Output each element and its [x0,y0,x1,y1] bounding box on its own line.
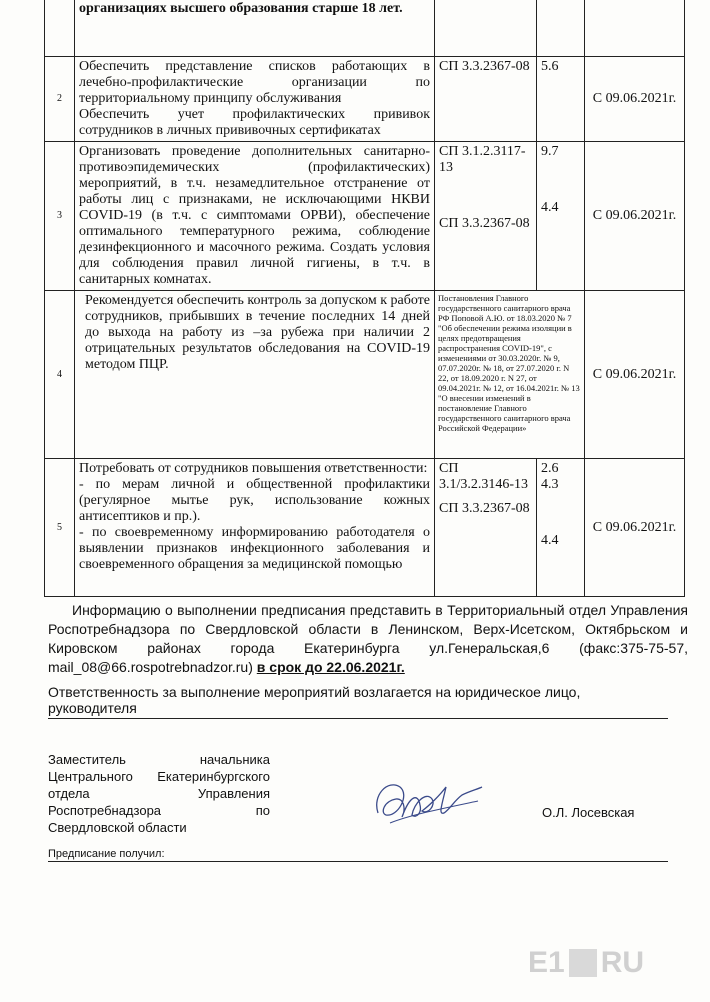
report-instructions: Информацию о выполнении предписания представить в Территориальный отдел Управления Роспотребнадзора по Свердловской области в Ленинском, Верх-Исетском, Октябрьском и Кировском районах города Екатеринбурга ул.Генеральская,6 (факс:375-75-57, mail_08@66.rospotrebnadzor.ru) в срок до 22.06.2021г. [48,602,688,675]
deadline-date: С 09.06.2021г. [585,291,685,459]
regulation-reference: Постановления Главного государственного санитарного врача РФ Поповой А.Ю. от 18.03.2020 № 7 "Об обеспечении режима изоляции в целях предотвращения распространения COVID-19", с изменениями от 30.03.2020г. № 9, 07.07.2020г. № 18, от 27.07.2020 г. N 22, от 18.09.2020 г. N 27, от 09.04.2021г. № 12, от 16.04.2021г. № 13 "О внесении изменений в постановление Главного государственного санитарного врача Российской Федерации» [435,291,585,459]
requirements-table [44,0,685,597]
regulation-reference: СП 3.1/3.2.3146-13 СП 3.3.2367-08 [435,459,537,597]
requirement-text: Потребовать от сотрудников повышения ответственности: - по мерам личной и общественной профилактики (регулярное мытье рук, использование кожных антисептиков и пр.). - по своевременному информированию работодателя о выявлении признаков инфекционного заболевания и своевременного обращения за медицинской помощью [75,459,435,597]
clause-number: 5.6 [537,57,585,142]
deadline-date: С 09.06.2021г. [585,57,685,142]
table-row [45,291,685,459]
e1-watermark-logo: E1 RU [528,946,645,979]
requirement-text: Рекомендуется обеспечить контроль за допуском к работе сотрудников, прибывших в течение последних 14 дней до выхода на работу из –за рубежа при наличии 2 отрицательных результатов обследования на COVID-19 методом ПЦР. [75,291,435,459]
requirement-text: Обеспечить представление списков работающих в лечебно-профилактические организации по территориальному принципу обслуживания Обеспечить учет профилактических прививок сотрудников в личных прививочных сертификатах [75,57,435,142]
requirement-text: Организовать проведение дополнительных санитарно-противоэпидемических (профилактических) мероприятий, в т.ч. незамедлительное отстранение от работы лиц с признаками, не исключающими НКВИ COVID-19 (в т.ч. с симптомами ОРВИ), обеспечение оптимального температурного режима, соблюдение дезинфекционного и масочного режима. Создать условия для соблюдения правил личной гигиены, в т.ч. в санитарных комнатах. [75,142,435,291]
handwritten-signature [370,765,485,835]
regulation-reference: СП 3.1.2.3117-13 СП 3.3.2367-08 [435,142,537,291]
table-row [45,0,685,57]
signer-position: Заместитель начальника Центрального Екатеринбургского отдела Управления Роспотребнадзора по Свердловской области [48,752,270,835]
row-number: 3 [45,142,75,291]
deadline-date: С 09.06.2021г. [585,459,685,597]
table-row [45,142,685,291]
deadline-date: С 09.06.2021г. [585,142,685,291]
clause-number: 2.6 4.3 4.4 [537,459,585,597]
regulation-reference: СП 3.3.2367-08 [435,57,537,142]
row-number: 4 [45,291,75,459]
responsibility-note: Ответственность за выполнение мероприятий возлагается на юридическое лицо, руководителя [48,684,668,719]
row-number: 2 [45,57,75,142]
row-number: 5 [45,459,75,597]
table-row [45,459,685,597]
signer-name: О.Л. Лосевская [542,805,635,820]
table-row [45,57,685,142]
logo-square-icon [569,949,597,977]
report-deadline: в срок до 22.06.2021г. [256,659,405,675]
row-number [45,0,75,57]
received-line: Предписание получил: [48,848,668,862]
requirement-text: организациях высшего образования старше 18 лет. [75,0,435,57]
clause-number: 9.7 4.4 [537,142,585,291]
